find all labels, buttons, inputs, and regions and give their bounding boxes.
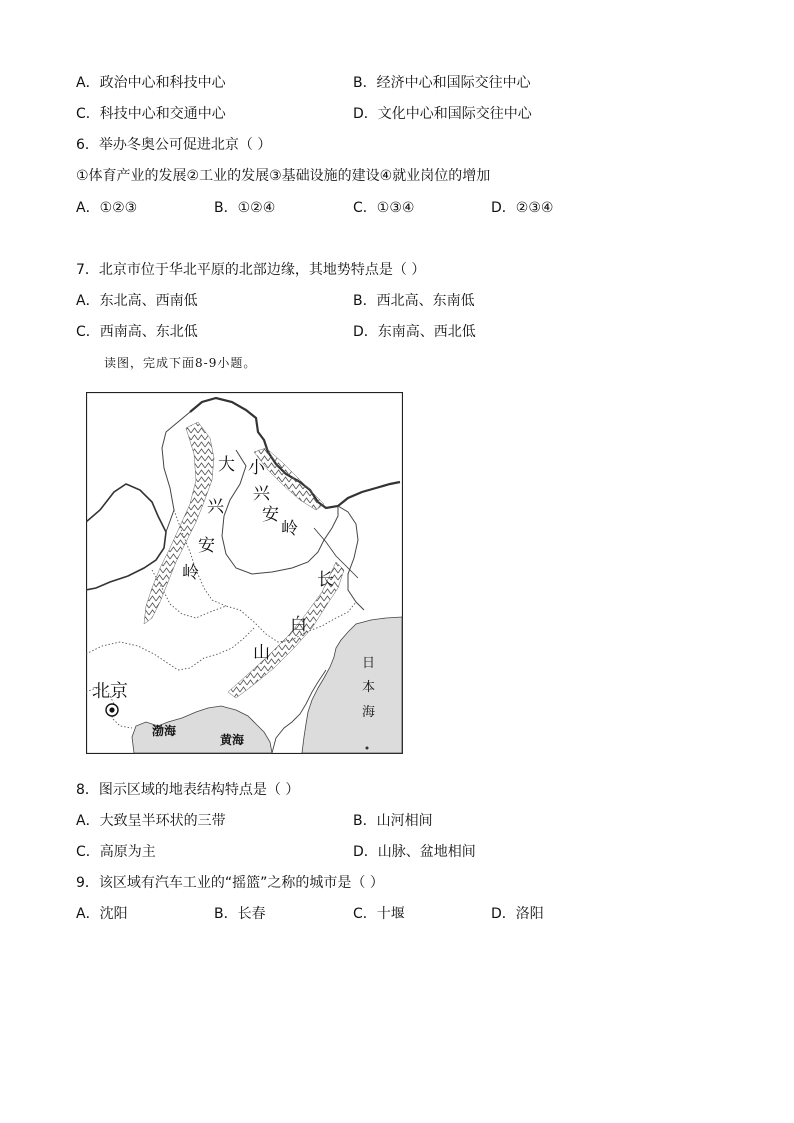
label-changbai-3: 山 bbox=[253, 643, 270, 663]
q6-option-a: A．①②③ bbox=[76, 200, 138, 216]
beijing-marker-dot bbox=[109, 707, 114, 712]
q5-option-c: C．科技中心和交通中心 bbox=[76, 106, 226, 122]
label-changbai-2: 白 bbox=[290, 615, 307, 635]
label-sea-of-japan-1: 日 bbox=[362, 656, 376, 671]
label-beijing: 北京 bbox=[92, 681, 128, 701]
label-greater-khingan-4: 岭 bbox=[182, 563, 199, 583]
q9-option-c: C．十堰 bbox=[353, 906, 405, 922]
q7-stem: 7．北京市位于华北平原的北部边缘，其地势特点是（ ） bbox=[76, 262, 426, 278]
label-lesser-khingan-2: 兴 bbox=[253, 484, 270, 504]
q9-option-b: B．长春 bbox=[214, 906, 266, 922]
q5-option-d: D．文化中心和国际交往中心 bbox=[353, 106, 532, 122]
q6-stem: 6．举办冬奥公可促进北京（ ） bbox=[76, 137, 272, 153]
q5-option-a: A．政治中心和科技中心 bbox=[76, 75, 226, 91]
label-bohai: 渤海 bbox=[152, 724, 177, 738]
q6-option-c: C．①③④ bbox=[353, 200, 415, 216]
label-lesser-khingan-3: 安 bbox=[262, 505, 279, 525]
q8-option-a: A．大致呈半环状的三带 bbox=[76, 813, 226, 829]
q9-stem: 9．该区域有汽车工业的“摇篮”之称的城市是（ ） bbox=[76, 875, 384, 891]
label-yellow-sea: 黄海 bbox=[220, 733, 245, 747]
label-sea-of-japan-3: 海 bbox=[362, 705, 376, 720]
q5-option-b: B．经济中心和国际交往中心 bbox=[353, 75, 531, 91]
q8-stem: 8．图示区域的地表结构特点是（ ） bbox=[76, 782, 300, 798]
q7-option-b: B．西北高、东南低 bbox=[353, 293, 475, 309]
q6-option-d: D．②③④ bbox=[491, 200, 554, 216]
q8-option-c: C．高原为主 bbox=[76, 844, 156, 860]
label-lesser-khingan-1: 小 bbox=[248, 458, 265, 478]
q9-option-d: D．洛阳 bbox=[491, 906, 544, 922]
q8-option-b: B．山河相间 bbox=[353, 813, 433, 829]
map-caption: 读图，完成下面8-9小题。 bbox=[104, 356, 257, 370]
island-dot bbox=[366, 747, 369, 750]
q7-option-d: D．东南高、西北低 bbox=[353, 324, 476, 340]
q8-option-d: D．山脉、盆地相间 bbox=[353, 844, 476, 860]
q7-option-a: A．东北高、西南低 bbox=[76, 293, 198, 309]
q9-option-a: A．沈阳 bbox=[76, 906, 128, 922]
label-sea-of-japan-2: 本 bbox=[362, 680, 376, 695]
q6-option-b: B．①②④ bbox=[214, 200, 276, 216]
q6-items: ①体育产业的发展②工业的发展③基础设施的建设④就业岗位的增加 bbox=[76, 168, 491, 184]
northeast-china-map bbox=[86, 392, 403, 754]
label-greater-khingan-3: 安 bbox=[198, 536, 215, 556]
label-changbai-1: 长 bbox=[317, 570, 334, 590]
label-lesser-khingan-4: 岭 bbox=[281, 519, 298, 539]
label-greater-khingan-1: 大 bbox=[218, 455, 235, 475]
label-greater-khingan-2: 兴 bbox=[207, 497, 224, 517]
q7-option-c: C．西南高、东北低 bbox=[76, 324, 198, 340]
